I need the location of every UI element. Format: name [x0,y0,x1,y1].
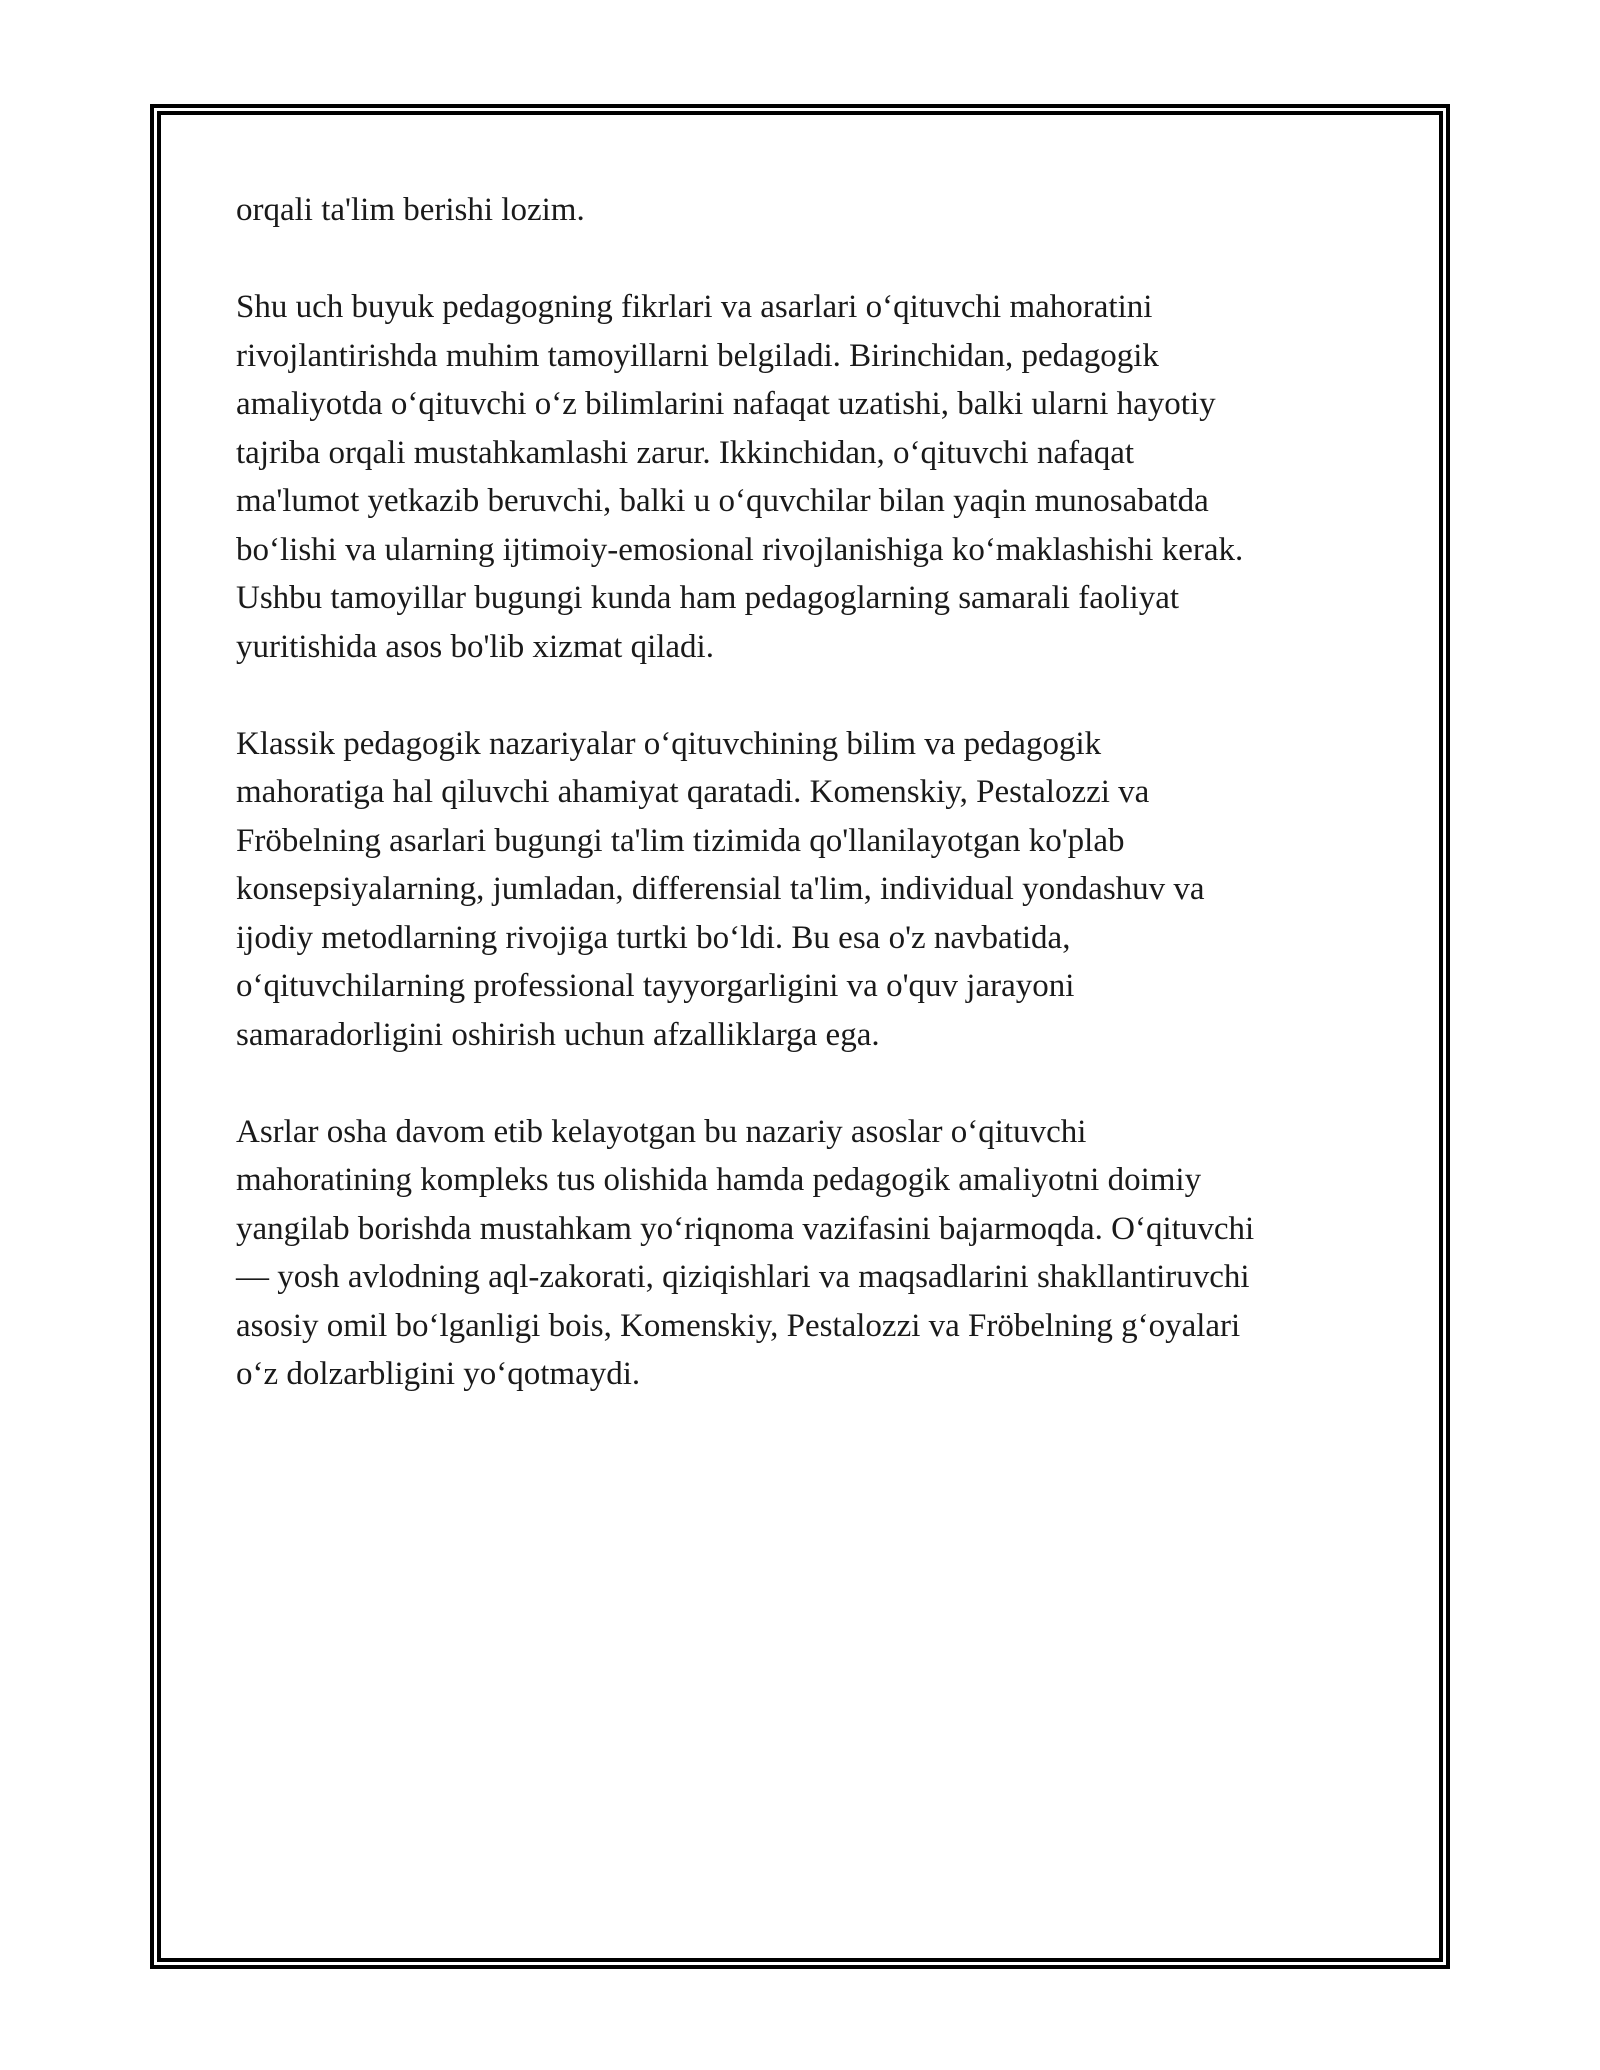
text-line: tajriba orqali mustahkamlashi zarur. Ikkinchidan, o‘qituvchi nafaqat [236,434,1135,471]
text-line: konsepsiyalarning, jumladan, differensial ta'lim, individual yondashuv va [236,871,1205,907]
text-line: mahoratiga hal qiluvchi ahamiyat qaratadi. Komenskiy, Pestalozzi va [236,774,1150,810]
text-line: Klassik pedagogik nazariyalar o‘qituvchining bilim va pedagogik [236,725,1102,762]
text-line: ijodiy metodlarning rivojiga turtki bo‘ldi. Bu esa o'z navbatida, [236,919,1071,956]
text-line: orqali ta'lim berishi lozim. [236,192,585,228]
text-line: asosiy omil bo‘lganligi bois, Komenskiy, Pestalozzi va Fröbelning g‘oyalari [236,1307,1241,1344]
text-line: rivojlantirishda muhim tamoyillarni belgiladi. Birinchidan, pedagogik [236,337,1159,374]
text-line: Shu uch buyuk pedagogning fikrlari va asarlari o‘qituvchi mahoratini [236,289,1153,325]
text-line: yangilab borishda mustahkam yo‘riqnoma vazifasini bajarmoqda. O‘qituvchi [236,1210,1255,1247]
text-line: ma'lumot yetkazib beruvchi, balki u o‘quvchilar bilan yaqin munosabatda [236,483,1209,519]
text-line: amaliyotda o‘qituvchi o‘z bilimlarini nafaqat uzatishi, balki ularni hayotiy [236,386,1216,422]
text-line: Fröbelning asarlari bugungi ta'lim tizimida qo'llanilayotgan ko'plab [236,822,1125,859]
text-line: o‘z dolzarbligini yo‘qotmaydi. [236,1356,641,1392]
text-line: Ushbu tamoyillar bugungi kunda ham pedagoglarning samarali faoliyat [236,580,1180,616]
paragraph-3 [236,720,1396,1060]
text-line: bo‘lishi va ularning ijtimoiy-emosional rivojlanishiga ko‘maklashishi kerak. [236,531,1244,568]
paragraph-2 [236,283,1396,671]
paragraph-1 [236,186,1396,235]
text-line: yuritishida asos bo'lib xizmat qiladi. [236,628,714,665]
text-line: Asrlar osha davom etib kelayotgan bu nazariy asoslar o‘qituvchi [236,1113,1087,1150]
text-line: — yosh avlodning aql-zakorati, qiziqishlari va maqsadlarini shakllantiruvchi [236,1259,1250,1295]
text-line: o‘qituvchilarning professional tayyorgarligini va o'quv jarayoni [236,968,1075,1004]
text-line: samaradorligini oshirish uchun afzalliklarga ega. [236,1016,880,1053]
text-line: mahoratining kompleks tus olishida hamda pedagogik amaliyotni doimiy [236,1162,1202,1198]
paragraph-4 [236,1108,1396,1399]
document-body [236,186,1396,1447]
